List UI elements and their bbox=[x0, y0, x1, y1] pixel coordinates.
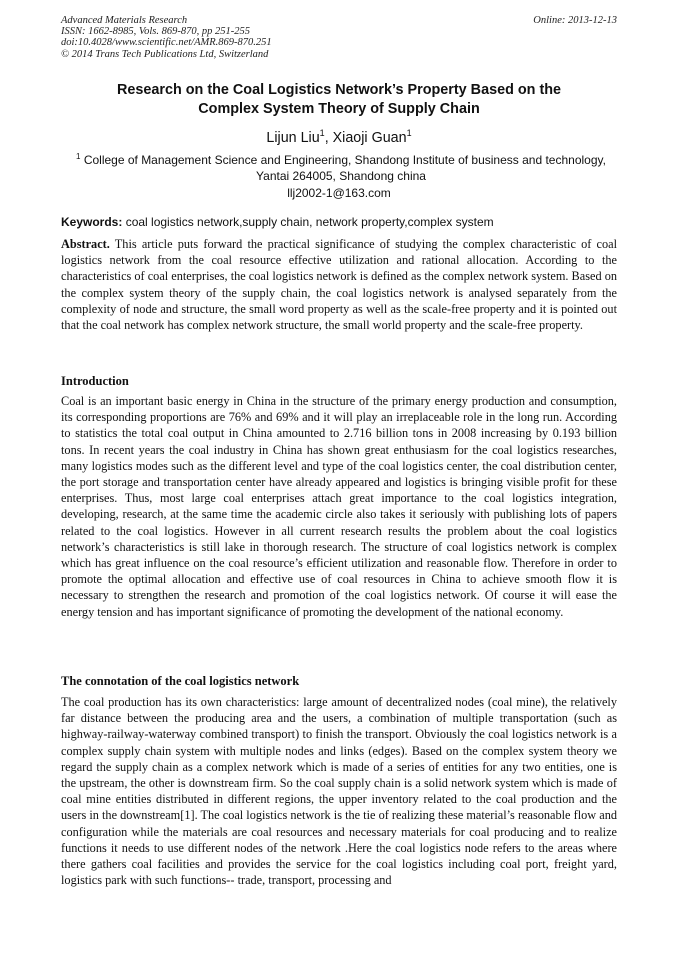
keywords-text: coal logistics network,supply chain, network property,complex system bbox=[122, 215, 494, 229]
journal-name: Advanced Materials Research bbox=[61, 15, 188, 26]
author-2: Xiaoji Guan bbox=[332, 129, 407, 146]
affiliation-line-1: College of Management Science and Engineering, Shandong Institute of business and technology, bbox=[80, 153, 606, 167]
journal-header bbox=[61, 15, 617, 60]
affiliation bbox=[60, 149, 622, 184]
author-1-affil-mark: 1 bbox=[319, 128, 325, 138]
affiliation-line-2: Yantai 264005, Shandong china bbox=[256, 168, 426, 183]
abstract-text: This article puts forward the practical significance of studying the complex characteristic of coal logistics network from the coal resource effective utilization and rational allocation. According to the characteristics of coal enterprises, the coal logistics network is defined as the complex network system. Based on the complex system theory of the supply chain, the coal logistics network is analysed separately from the complexity of node and structure, the small word property as well as the scale-free property and it is pointed out that the coal network has complex network structure, the small world property and the scale-free property. bbox=[61, 237, 617, 333]
issn-line: ISSN: 1662-8985, Vols. 869-870, pp 251-255 bbox=[61, 26, 250, 38]
title-line-1: Research on the Coal Logistics Network’s Property Based on the bbox=[116, 82, 562, 98]
author-1: Lijun Liu bbox=[266, 129, 320, 146]
abstract-label: Abstract. bbox=[61, 237, 110, 251]
keywords-label: Keywords: bbox=[61, 215, 123, 229]
title-line-2: Complex System Theory of Supply Chain bbox=[198, 101, 480, 117]
abstract bbox=[61, 236, 617, 333]
affiliation-mark: 1 bbox=[76, 152, 81, 161]
author-separator: , bbox=[324, 129, 333, 146]
section-heading-connotation: The connotation of the coal logistics network bbox=[61, 674, 300, 688]
copyright-line: © 2014 Trans Tech Publications Ltd, Switzerland bbox=[61, 48, 269, 60]
author-email[interactable]: llj2002-1@163.com bbox=[287, 186, 391, 200]
author-2-affil-mark: 1 bbox=[406, 128, 412, 138]
online-date: Online: 2013-12-13 bbox=[533, 15, 617, 26]
paper-title bbox=[40, 81, 638, 119]
author-list bbox=[40, 124, 638, 147]
connotation-paragraph: The coal production has its own characteristics: large amount of decentralized nodes (coal mine), the relatively far distance between the producing area and the users, a combination of multiple transportation (such as highway-railway-waterway combined transport) to finish the transport. Obviously the coal logistics network is a complex supply chain system with multiple nodes and links (edges). Based on the complex system theory we regard the supply chain as a complex network which is made of a series of entities for any two entities, one is the upstream, the other is downstream firm. So the coal supply chain is a solid network system which is made of coal mine entities distributed in different regions, the upper inventory related to the coal production and the users in the downstream[1]. The coal logistics network is the tie of realizing these material’s reasonable flow and configuration while the materials are coal resources and necessary materials for coal producing and to realize functions it needs to use different nodes of the network .Here the coal logistics node refers to the areas where there gathers coal facilities and provides the service for the coal logistics including coal port, freight yard, logistics park with such functions-- trade, transport, processing and bbox=[61, 695, 617, 888]
introduction-paragraph: Coal is an important basic energy in China in the structure of the primary energy production and consumption, its corresponding proportions are 76% and 69% and it will play an irreplaceable role in the long run. According to statistics the total coal output in China amounted to 2.716 billion tons in 2008 increasing by 0.193 billion tons. In recent years the coal industry in China has shown great enthusiasm for the coal logistics researches, many logistics modes such as the different level and type of the coal logistics center, the coal distribution center, the port storage and transportation center have already appeared and logistics is bringing visible profit for these enterprises. Thus, most large coal enterprises attach great importance to the coal logistics integration, developing, research, at the same time the academic circle also takes it seriously with publishing lots of papers related to the coal logistics. However in all current research results the problem about the coal logistics network’s characteristics is still lake in thorough research. The structure of coal logistics network is complex which has great influence on the coal resource’s efficient utilization and reasonable flow. Therefore in order to promote the optimal allocation and effective use of coal resources in China to achieve smooth flow it is necessary to strengthen the research and promotion of the coal logistics network. Of course it will ease the energy tension and has important significance of promoting the development of the national economy. bbox=[61, 394, 617, 619]
doi-line[interactable]: doi:10.4028/www.scientific.net/AMR.869-870.251 bbox=[61, 37, 272, 49]
keywords bbox=[61, 215, 617, 230]
section-heading-introduction: Introduction bbox=[61, 374, 129, 388]
